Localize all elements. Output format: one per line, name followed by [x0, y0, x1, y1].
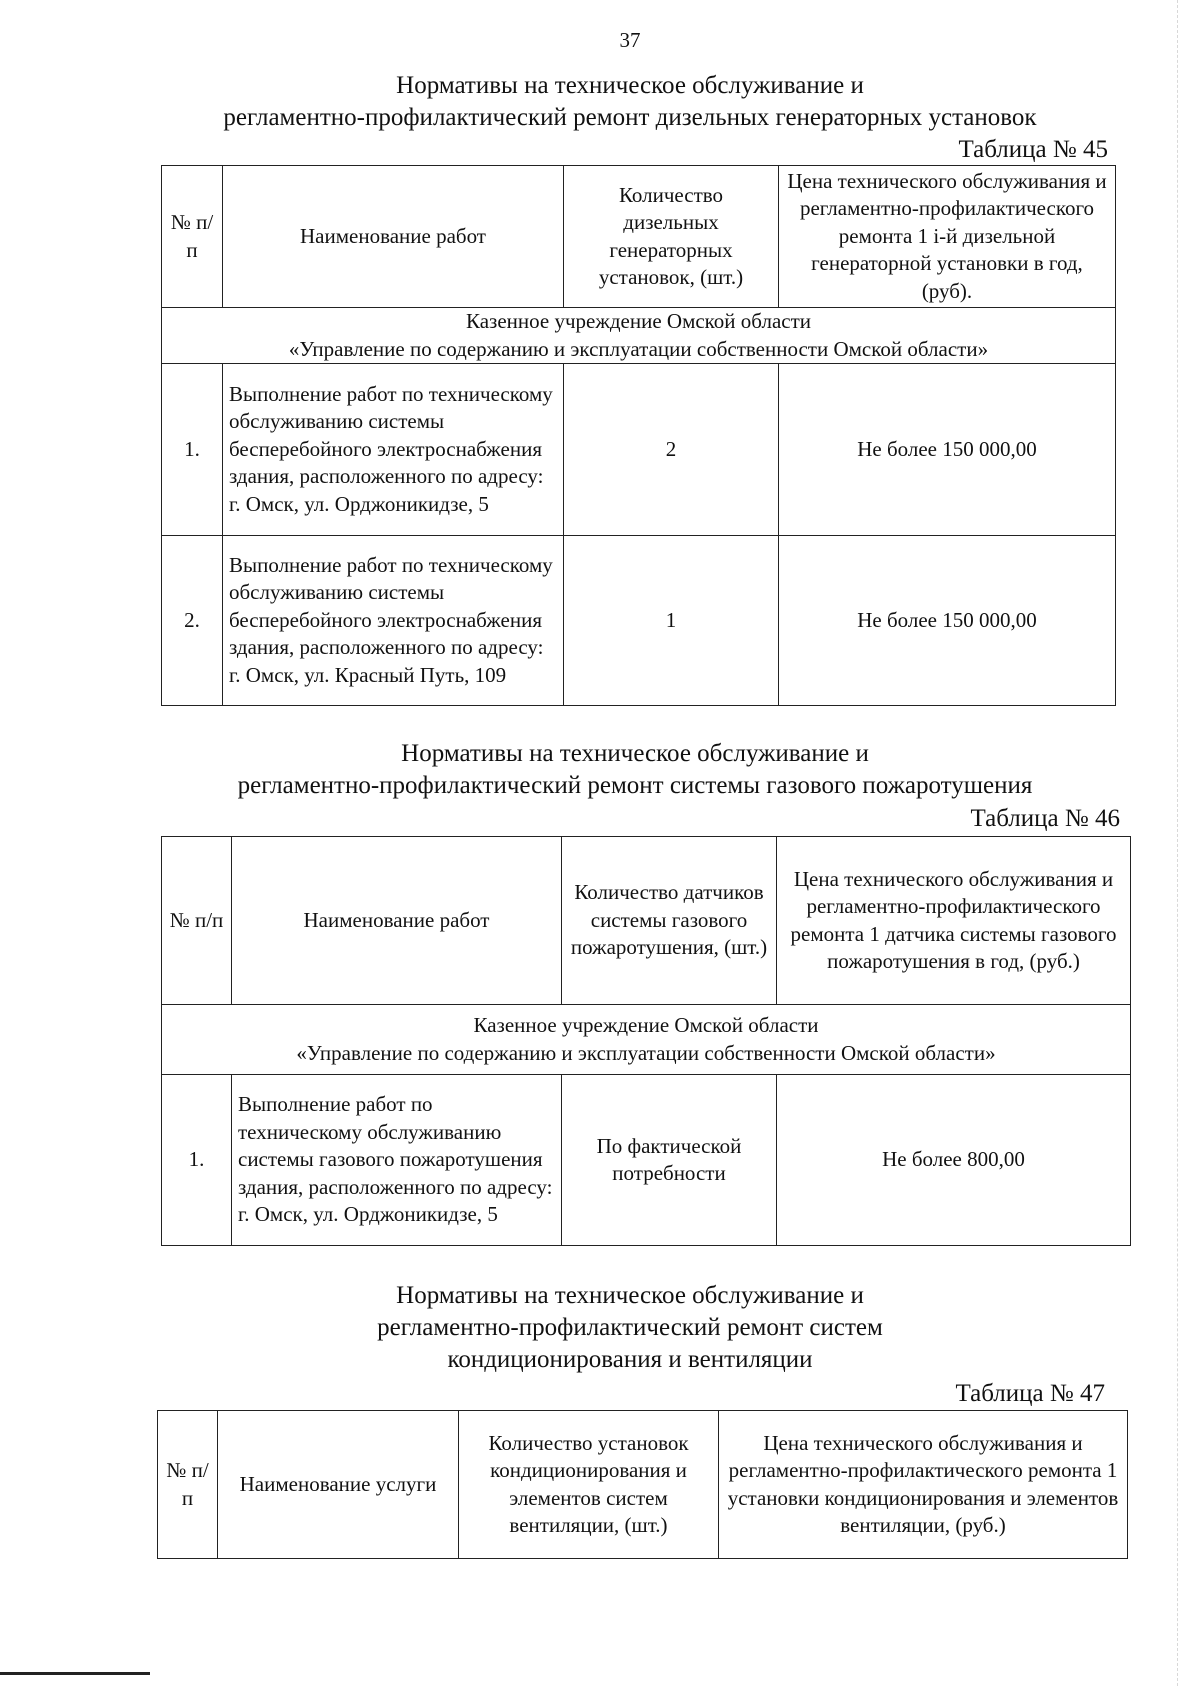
- group-line: Казенное учреждение Омской области: [473, 1013, 819, 1037]
- header-num: № п/п: [162, 837, 232, 1005]
- row-name: Выполнение работ по техническому обслуживанию системы бесперебойного электроснабжения здания, расположенного по адресу: г. Омск, ул. Красный Путь, 109: [223, 536, 564, 706]
- section-title-47: [160, 1280, 1100, 1376]
- row-num: 1.: [162, 364, 223, 536]
- header-name: Наименование работ: [223, 166, 564, 308]
- row-name: Выполнение работ по техническому обслуживанию системы газового пожаротушения здания, расположенного по адресу: г. Омск, ул. Орджоникидзе, 5: [232, 1075, 562, 1246]
- table-label-46: Таблица № 46: [970, 805, 1120, 832]
- title-line: регламентно-профилактический ремонт систем: [377, 1314, 883, 1341]
- table-47: [157, 1410, 1128, 1559]
- header-name: Наименование работ: [232, 837, 562, 1005]
- title-line: кондиционирования и вентиляции: [447, 1346, 813, 1373]
- header-price: Цена технического обслуживания и регламентно-профилактического ремонта 1 установки кондиционирования и элементов вентиляции, (руб.): [719, 1411, 1128, 1559]
- table-row: [162, 364, 1116, 536]
- row-num: 2.: [162, 536, 223, 706]
- table-label-47: Таблица № 47: [955, 1380, 1105, 1407]
- row-price: Не более 800,00: [777, 1075, 1131, 1246]
- group-line: «Управление по содержанию и эксплуатации собственности Омской области»: [296, 1040, 996, 1065]
- row-num: 1.: [162, 1075, 232, 1246]
- header-qty: Количество установок кондиционирования и элементов систем вентиляции, (шт.): [459, 1411, 719, 1559]
- header-price: Цена технического обслуживания и регламентно-профилактического ремонта 1 датчика системы газового пожаротушения в год, (руб.): [777, 837, 1131, 1005]
- header-price: Цена технического обслуживания и регламентно-профилактического ремонта 1 i-й дизельной генераторной установки в год, (руб).: [779, 166, 1116, 308]
- row-qty: 1: [564, 536, 779, 706]
- row-qty: 2: [564, 364, 779, 536]
- group-line: «Управление по содержанию и эксплуатации собственности Омской области»: [288, 336, 989, 361]
- header-num: № п/п: [158, 1411, 218, 1559]
- title-line: регламентно-профилактический ремонт системы газового пожаротушения: [237, 772, 1033, 799]
- group-row: [162, 1005, 1131, 1075]
- title-line: Нормативы на техническое обслуживание и: [401, 740, 869, 767]
- header-num: № п/п: [162, 166, 223, 308]
- section-title-45: [160, 70, 1100, 134]
- table-45: [161, 165, 1116, 706]
- section-title-46: [160, 738, 1110, 802]
- page-number: 37: [619, 28, 641, 52]
- title-line: Нормативы на техническое обслуживание и: [396, 1282, 864, 1309]
- header-qty: Количество дизельных генераторных установок, (шт.): [564, 166, 779, 308]
- title-line: Нормативы на техническое обслуживание и: [396, 72, 864, 99]
- row-price: Не более 150 000,00: [779, 364, 1116, 536]
- page-edge: [1177, 0, 1178, 1686]
- table-row: [162, 1075, 1131, 1246]
- group-row: [162, 308, 1116, 364]
- header-qty: Количество датчиков системы газового пожаротушения, (шт.): [562, 837, 777, 1005]
- table-row: [162, 536, 1116, 706]
- table-46: [161, 836, 1131, 1246]
- row-name: Выполнение работ по техническому обслуживанию системы бесперебойного электроснабжения здания, расположенного по адресу: г. Омск, ул. Орджоникидзе, 5: [223, 364, 564, 536]
- row-price: Не более 150 000,00: [779, 536, 1116, 706]
- header-name: Наименование услуги: [218, 1411, 459, 1559]
- title-line: регламентно-профилактический ремонт дизельных генераторных установок: [223, 104, 1037, 131]
- row-qty: По фактической потребности: [562, 1075, 777, 1246]
- table-label-45: Таблица № 45: [958, 136, 1108, 163]
- group-line: Казенное учреждение Омской области: [465, 309, 811, 333]
- footer-rule: [0, 1672, 150, 1675]
